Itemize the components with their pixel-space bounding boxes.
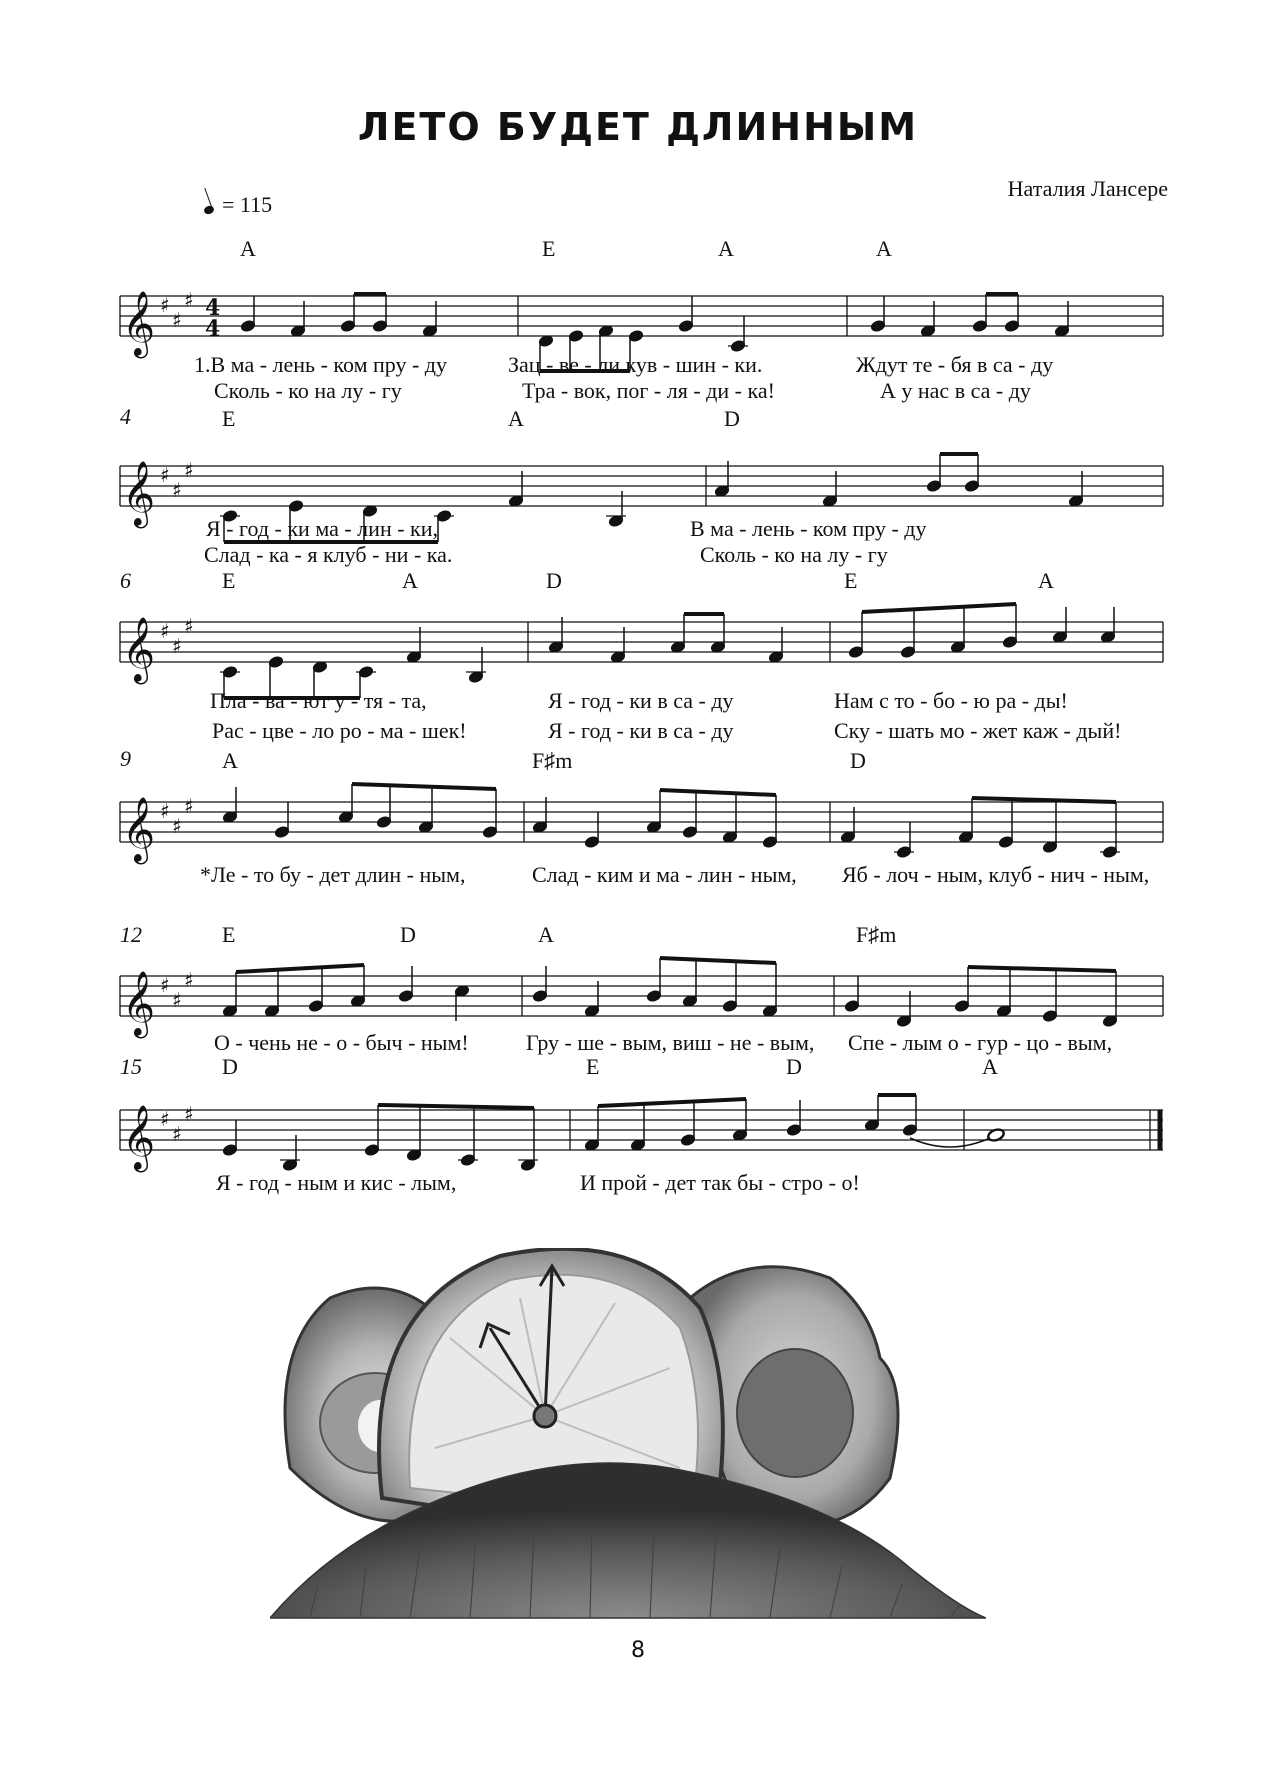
svg-text:♯: ♯ — [184, 1102, 194, 1126]
staff-system-2 — [0, 404, 1276, 567]
chord: A — [982, 1054, 998, 1079]
chord: D — [546, 568, 562, 593]
lyric-line: Нам с то - бо - ю ра - ды! — [834, 688, 1068, 713]
lyric-line: Гру - ше - вым, виш - не - вым, — [526, 1030, 815, 1055]
chord: A — [508, 406, 524, 431]
tempo-marking — [204, 192, 272, 218]
quarter-note-icon — [203, 205, 215, 216]
page-number: 8 — [631, 1638, 645, 1663]
treble-clef-icon: 𝄞 — [122, 971, 156, 1036]
treble-clef-icon: 𝄞 — [122, 1105, 156, 1170]
composer-name: Наталия Лансере — [1007, 176, 1168, 201]
chord: D — [400, 922, 416, 947]
svg-text:♯: ♯ — [172, 308, 182, 332]
staff-system-4 — [0, 744, 1276, 887]
chord: A — [538, 922, 554, 947]
chord: A — [222, 748, 238, 773]
key-signature-sharps: ♯ — [160, 293, 170, 317]
lyric-line: Ску - шать мо - жет каж - дый! — [834, 718, 1122, 743]
treble-clef-icon: 𝄞 — [122, 797, 156, 862]
lyric-line: Я - год - ки в са - ду — [548, 688, 734, 713]
chord: E — [222, 406, 236, 431]
time-signature: 4 — [205, 295, 221, 321]
music-staff — [0, 436, 1276, 546]
svg-text:♯: ♯ — [160, 1107, 170, 1131]
tempo-value: = 115 — [222, 192, 273, 217]
lyric-line: Спе - лым о - гур - цо - вым, — [848, 1030, 1113, 1055]
lyric-line: Я - год - ки в са - ду — [548, 718, 734, 743]
chord: D — [222, 1054, 238, 1079]
measure-number: 15 — [120, 1054, 142, 1079]
fruit-clock-illustration — [270, 1248, 986, 1628]
measure-number: 6 — [120, 568, 131, 593]
chord: A — [402, 568, 418, 593]
lyric-line: Зац - ве - ли кув - шин - ки. — [508, 352, 763, 377]
chord: A — [1038, 568, 1054, 593]
svg-text:♯: ♯ — [172, 1122, 182, 1146]
chord: A — [240, 236, 256, 261]
svg-text:♯: ♯ — [172, 634, 182, 658]
staff-system-3 — [0, 568, 1276, 743]
svg-text:♯: ♯ — [160, 973, 170, 997]
lyric-line: Ждут те - бя в са - ду — [856, 352, 1054, 377]
staff-system-1 — [0, 236, 1276, 403]
lyric-line: Сколь - ко на лу - гу — [700, 542, 888, 567]
chord: E — [844, 568, 858, 593]
chord: D — [786, 1054, 802, 1079]
music-staff — [0, 592, 1276, 702]
lyric-line: Я - год - ным и кис - лым, — [216, 1170, 457, 1195]
lyric-line: Слад - ка - я клуб - ни - ка. — [204, 542, 453, 567]
svg-text:♯: ♯ — [172, 988, 182, 1012]
svg-text:♯: ♯ — [172, 478, 182, 502]
chord: D — [850, 748, 866, 773]
lyric-line: О - чень не - о - быч - ным! — [214, 1030, 469, 1055]
treble-clef-icon: 𝄞 — [122, 461, 156, 526]
chord: E — [586, 1054, 600, 1079]
treble-clef-icon: 𝄞 — [122, 291, 156, 356]
chord: F♯m — [532, 748, 573, 773]
staff-system-6 — [0, 1054, 1276, 1204]
treble-clef-icon: 𝄞 — [122, 617, 156, 682]
svg-text:♯: ♯ — [160, 799, 170, 823]
chord: A — [718, 236, 734, 261]
svg-text:♯: ♯ — [160, 619, 170, 643]
svg-text:♯: ♯ — [184, 288, 194, 312]
measure-number: 4 — [120, 404, 131, 429]
lyric-line: Пла - ва - ют у - тя - та, — [210, 688, 427, 713]
lyric-line: Сколь - ко на лу - гу — [214, 378, 402, 403]
lyric-line: Слад - ким и ма - лин - ным, — [532, 862, 797, 887]
staff-system-5 — [0, 920, 1276, 1060]
chord: A — [876, 236, 892, 261]
lyric-line: Тра - вок, пог - ля - ди - ка! — [522, 378, 775, 403]
lyric-line: Яб - лоч - ным, клуб - нич - ным, — [842, 862, 1150, 887]
svg-text:♯: ♯ — [184, 614, 194, 638]
chord: D — [724, 406, 740, 431]
chord: E — [222, 922, 236, 947]
measure-number: 12 — [120, 922, 142, 947]
svg-text:♯: ♯ — [160, 463, 170, 487]
chord: F♯m — [856, 922, 897, 947]
measure-number: 9 — [120, 746, 131, 771]
lyric-line: В ма - лень - ком пру - ду — [690, 516, 927, 541]
lyric-line: Рас - цве - ло ро - ма - шек! — [212, 718, 467, 743]
svg-text:♯: ♯ — [184, 968, 194, 992]
svg-text:♯: ♯ — [184, 794, 194, 818]
svg-text:4: 4 — [205, 316, 221, 342]
lyric-line: Я - год - ки ма - лин - ки, — [206, 516, 438, 541]
lyric-line: *Ле - то бу - дет длин - ным, — [200, 862, 466, 887]
lyric-line: 1.В ма - лень - ком пру - ду — [194, 352, 447, 377]
chord: E — [222, 568, 236, 593]
song-title: ЛЕТО БУДЕТ ДЛИННЫМ — [357, 105, 919, 149]
chord: E — [542, 236, 556, 261]
svg-text:♯: ♯ — [172, 814, 182, 838]
svg-text:♯: ♯ — [184, 458, 194, 482]
lyric-line: А у нас в са - ду — [880, 378, 1031, 403]
lyric-line: И прой - дет так бы - стро - о! — [580, 1170, 860, 1195]
